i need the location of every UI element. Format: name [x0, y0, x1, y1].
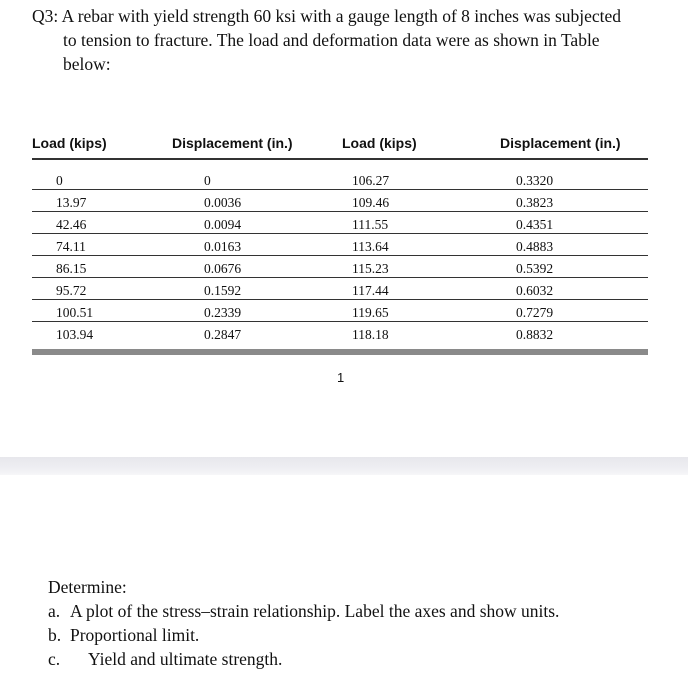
question-text: [32, 4, 672, 76]
table-row: [32, 300, 648, 322]
list-item: [48, 647, 668, 671]
table-cell: 0.4883: [468, 234, 648, 256]
table-cell: 0.7279: [468, 300, 648, 322]
table-cell: 117.44: [328, 278, 468, 300]
table-cell: 0.8832: [516, 327, 554, 342]
table-row: [32, 212, 648, 234]
table-cell: 74.11: [32, 234, 148, 256]
header-displacement-2: Displacement (in.): [468, 128, 648, 159]
table-cell: 118.18: [352, 327, 389, 342]
table-cell: 86.15: [32, 256, 148, 278]
list-marker: b.: [48, 625, 62, 645]
page-number: 1: [337, 370, 345, 385]
table-cell: 0.0163: [148, 234, 328, 256]
list-item-text: A plot of the stress–strain relationship. Label the axes and show units.: [70, 601, 560, 621]
list-marker: c.: [48, 649, 61, 669]
table-cell: 95.72: [32, 278, 148, 300]
list-item-text: Proportional limit.: [70, 625, 200, 645]
question-line-3: below:: [63, 54, 111, 74]
table-row: [32, 322, 648, 344]
table-row: [32, 190, 648, 212]
table-cell: 0.2339: [148, 300, 328, 322]
table-cell: 0: [32, 159, 148, 190]
table-cell: 0: [148, 159, 328, 190]
table-cell: 109.46: [328, 190, 468, 212]
header-displacement-1: Displacement (in.): [148, 128, 328, 159]
table-cell: 103.94: [56, 327, 94, 342]
list-item: [48, 599, 668, 623]
load-displacement-table: [32, 128, 648, 343]
table-cell: 106.27: [328, 159, 468, 190]
table-cell: 0.3823: [468, 190, 648, 212]
table-header-row: [32, 128, 648, 159]
list-marker: a.: [48, 601, 61, 621]
header-load-2: Load (kips): [328, 128, 468, 159]
table-cell: 113.64: [328, 234, 468, 256]
table-row: [32, 256, 648, 278]
determine-section: [48, 575, 668, 671]
table-cell: 119.65: [328, 300, 468, 322]
table-cell: 0.5392: [468, 256, 648, 278]
header-load-1: Load (kips): [32, 128, 148, 159]
list-item-text: Yield and ultimate strength.: [88, 649, 283, 669]
table-cell: 111.55: [328, 212, 468, 234]
table-cell: 115.23: [328, 256, 468, 278]
table-row: [32, 234, 648, 256]
table-cell: 0.0036: [148, 190, 328, 212]
table-cell: 0.0676: [148, 256, 328, 278]
table-cell: 0.3320: [468, 159, 648, 190]
table-cell: 100.51: [32, 300, 148, 322]
page-separator: [0, 457, 688, 475]
table-row: [32, 159, 648, 190]
table-cell: 0.0094: [148, 212, 328, 234]
table-row: [32, 278, 648, 300]
question-line-1: Q3: A rebar with yield strength 60 ksi with a gauge length of 8 inches was subjected: [32, 6, 622, 26]
determine-heading: Determine:: [48, 577, 127, 597]
table-cell: 42.46: [32, 212, 148, 234]
table-cell: 0.4351: [468, 212, 648, 234]
question-line-2: to tension to fracture. The load and deformation data were as shown in Table: [63, 30, 600, 50]
table-cell: 13.97: [32, 190, 148, 212]
table-bottom-rule: [32, 349, 648, 355]
list-item: [48, 623, 668, 647]
table-cell: 0.1592: [148, 278, 328, 300]
table-cell: 0.6032: [468, 278, 648, 300]
table-cell: 0.2847: [204, 327, 242, 342]
